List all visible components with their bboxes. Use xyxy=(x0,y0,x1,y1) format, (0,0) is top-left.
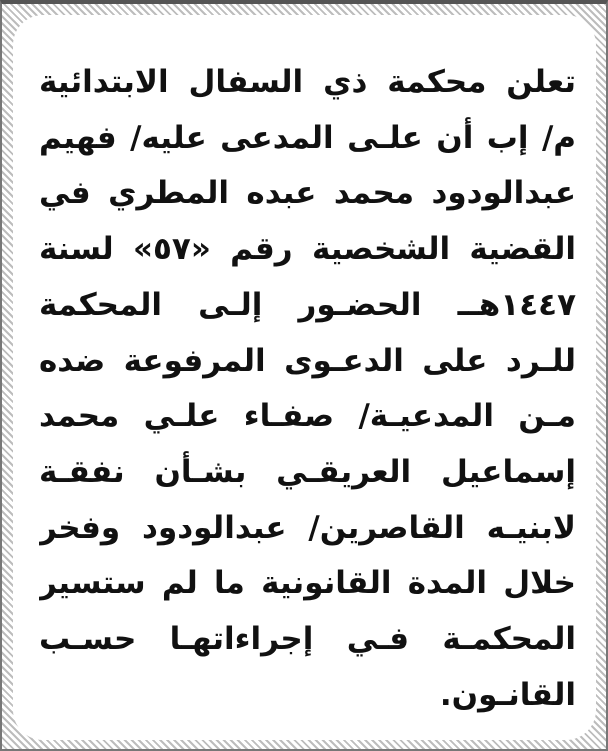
notice-line: للـرد على الدعـوى المرفوعة ضده xyxy=(39,342,576,379)
notice-line: إسماعيل العريقـي بشـأن نفقـة xyxy=(39,453,576,490)
notice-line: القانـون. xyxy=(439,676,576,713)
legal-notice-box xyxy=(13,15,596,740)
notice-line: المحكمـة فـي إجراءاتهـا حسـب xyxy=(39,621,576,658)
notice-line: ١٤٤٧هــ الحضـور إلـى المحكمة xyxy=(39,286,576,323)
notice-line: تعلن محكمة ذي السفال الابتدائية xyxy=(39,64,576,100)
notice-line: عبدالودود محمد عبده المطري في xyxy=(39,175,576,212)
legal-notice-text xyxy=(39,55,576,723)
notice-line: لابنيـه القاصرين/ عبدالودود وفخر xyxy=(39,509,576,546)
notice-line: م/ إب أن علـى المدعى عليه/ فهيم xyxy=(39,119,576,156)
notice-line: القضية الشخصية رقم «٥٧» لسنة xyxy=(39,231,576,268)
notice-line: خلال المدة القانونية ما لم ستسير xyxy=(39,565,576,602)
notice-line: مـن المدعيـة/ صفـاء علـي محمد xyxy=(39,398,576,435)
